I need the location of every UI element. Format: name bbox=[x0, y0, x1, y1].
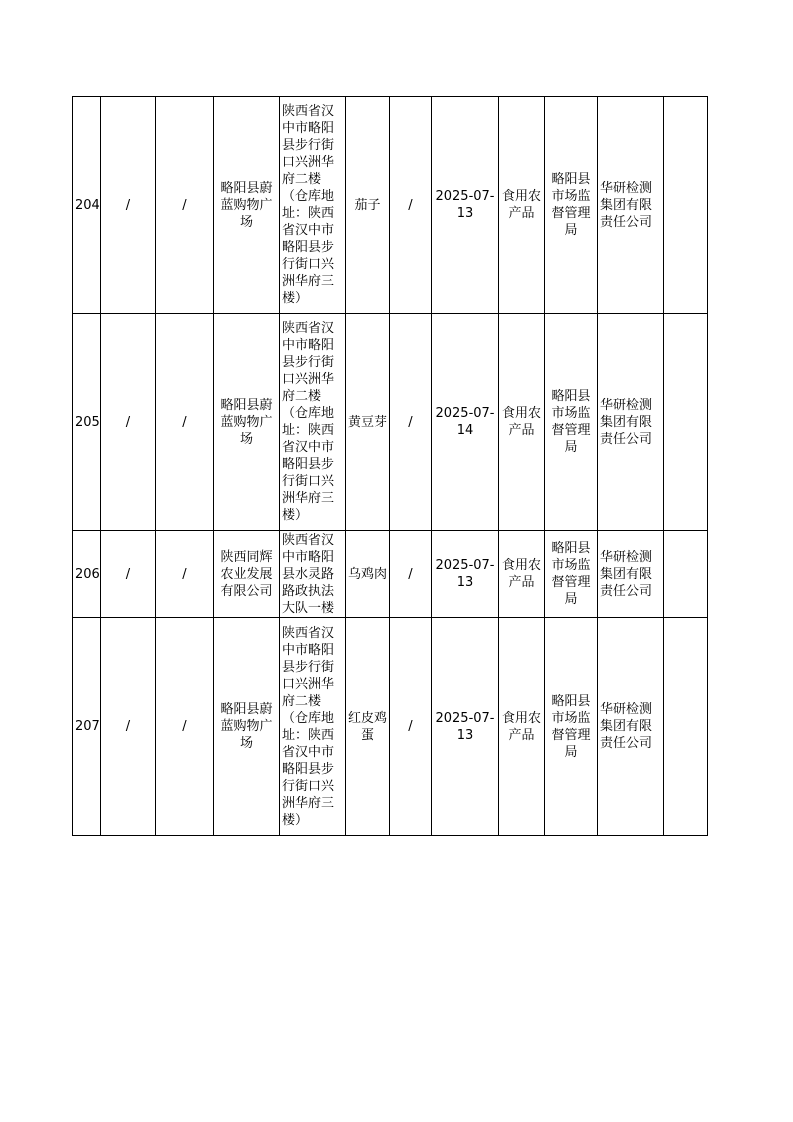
cell-spec: / bbox=[390, 97, 432, 314]
cell-company-address: 陕西省汉中市略阳县步行街口兴洲华府二楼（仓库地址：陕西省汉中市略阳县步行街口兴洲华府三楼） bbox=[280, 314, 346, 531]
cell-company-address: 陕西省汉中市略阳县步行街口兴洲华府二楼（仓库地址：陕西省汉中市略阳县步行街口兴洲华府三楼） bbox=[280, 97, 346, 314]
cell-spec: / bbox=[390, 531, 432, 618]
cell-date: 2025-07-14 bbox=[432, 314, 499, 531]
cell-date: 2025-07-13 bbox=[432, 531, 499, 618]
cell-date: 2025-07-13 bbox=[432, 97, 499, 314]
cell-sampled-company: 陕西同辉农业发展有限公司 bbox=[214, 531, 280, 618]
cell-sampled-company: 略阳县蔚蓝购物广场 bbox=[214, 314, 280, 531]
row-number: 204 bbox=[73, 97, 101, 314]
cell-nominal-producer: / bbox=[101, 314, 156, 531]
table-row bbox=[73, 97, 708, 314]
cell-nominal-producer: / bbox=[101, 618, 156, 836]
cell-company-address: 陕西省汉中市略阳县水灵路路政执法大队一楼 bbox=[280, 531, 346, 618]
cell-remark bbox=[664, 314, 708, 531]
cell-spec: / bbox=[390, 618, 432, 836]
cell-authority: 略阳县市场监督管理局 bbox=[545, 97, 598, 314]
cell-date: 2025-07-13 bbox=[432, 618, 499, 836]
table-row bbox=[73, 314, 708, 531]
cell-lab: 华研检测集团有限责任公司 bbox=[598, 314, 664, 531]
cell-remark bbox=[664, 97, 708, 314]
cell-nominal-producer: / bbox=[101, 97, 156, 314]
cell-category: 食用农产品 bbox=[499, 97, 545, 314]
cell-company-address: 陕西省汉中市略阳县步行街口兴洲华府二楼（仓库地址：陕西省汉中市略阳县步行街口兴洲华府三楼） bbox=[280, 618, 346, 836]
table-row bbox=[73, 618, 708, 836]
cell-product-name: 黄豆芽 bbox=[346, 314, 390, 531]
cell-product-name: 红皮鸡蛋 bbox=[346, 618, 390, 836]
cell-product-name: 茄子 bbox=[346, 97, 390, 314]
cell-producer-address: / bbox=[156, 97, 214, 314]
results-table bbox=[72, 96, 708, 836]
table-row bbox=[73, 531, 708, 618]
cell-remark bbox=[664, 618, 708, 836]
cell-authority: 略阳县市场监督管理局 bbox=[545, 314, 598, 531]
cell-authority: 略阳县市场监督管理局 bbox=[545, 618, 598, 836]
cell-lab: 华研检测集团有限责任公司 bbox=[598, 618, 664, 836]
cell-product-name: 乌鸡肉 bbox=[346, 531, 390, 618]
cell-category: 食用农产品 bbox=[499, 531, 545, 618]
cell-producer-address: / bbox=[156, 618, 214, 836]
cell-spec: / bbox=[390, 314, 432, 531]
cell-remark bbox=[664, 531, 708, 618]
cell-authority: 略阳县市场监督管理局 bbox=[545, 531, 598, 618]
row-number: 206 bbox=[73, 531, 101, 618]
cell-sampled-company: 略阳县蔚蓝购物广场 bbox=[214, 97, 280, 314]
row-number: 205 bbox=[73, 314, 101, 531]
cell-category: 食用农产品 bbox=[499, 618, 545, 836]
cell-producer-address: / bbox=[156, 531, 214, 618]
cell-lab: 华研检测集团有限责任公司 bbox=[598, 97, 664, 314]
cell-producer-address: / bbox=[156, 314, 214, 531]
cell-lab: 华研检测集团有限责任公司 bbox=[598, 531, 664, 618]
cell-category: 食用农产品 bbox=[499, 314, 545, 531]
cell-nominal-producer: / bbox=[101, 531, 156, 618]
row-number: 207 bbox=[73, 618, 101, 836]
cell-sampled-company: 略阳县蔚蓝购物广场 bbox=[214, 618, 280, 836]
